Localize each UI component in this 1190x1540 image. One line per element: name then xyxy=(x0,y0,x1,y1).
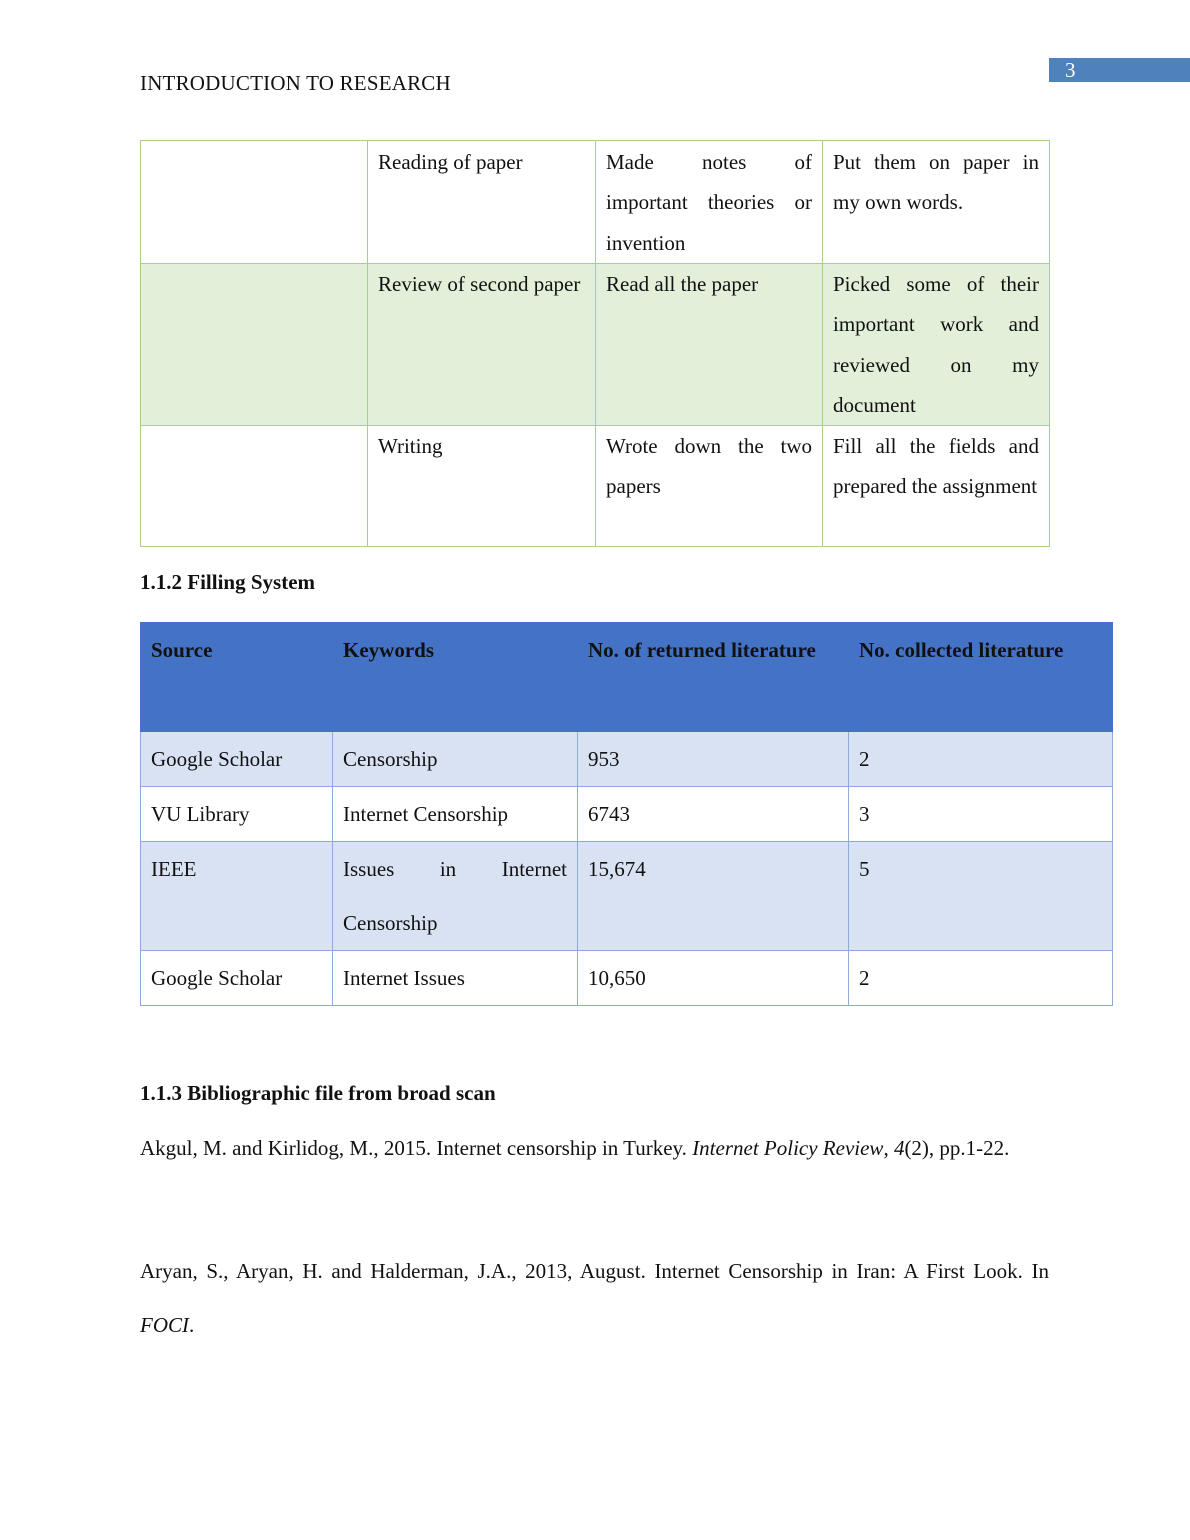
reference-text: Akgul, M. and Kirlidog, M., 2015. Internet censorship in Turkey. xyxy=(140,1136,693,1160)
table-row xyxy=(141,264,1050,426)
table-cell: IEEE xyxy=(141,842,333,951)
table-row xyxy=(141,141,1050,264)
reference-text: Aryan, S., Aryan, H. and Halderman, J.A., 2013, August. Internet Censorship in Iran: A First Look. In xyxy=(140,1259,1049,1283)
table-cell: Google Scholar xyxy=(141,951,333,1006)
table-cell: 3 xyxy=(849,787,1113,842)
reference-journal: Internet Policy Review xyxy=(692,1136,884,1160)
reference-venue: FOCI xyxy=(140,1313,189,1337)
section-heading-filling-system: 1.1.2 Filling System xyxy=(140,570,316,594)
reference-text: (2), pp.1-22. xyxy=(904,1136,1010,1160)
table-cell: Put them on paper in my own words. xyxy=(823,141,1050,264)
table-cell: 15,674 xyxy=(578,842,849,951)
table-cell: 5 xyxy=(849,842,1113,951)
table-row xyxy=(141,951,1113,1006)
table-cell: Internet Censorship xyxy=(333,787,578,842)
reference-entry xyxy=(140,1244,1049,1352)
table-cell: 2 xyxy=(849,951,1113,1006)
running-head: INTRODUCTION TO RESEARCH xyxy=(140,71,451,95)
table-cell: Reading of paper xyxy=(368,141,596,264)
table-cell: 953 xyxy=(578,732,849,787)
table-cell: Wrote down the two papers xyxy=(596,426,823,547)
reference-volume: 4 xyxy=(893,1136,905,1160)
section-heading-bibliographic: 1.1.3 Bibliographic file from broad scan xyxy=(140,1081,496,1105)
table-cell xyxy=(141,426,368,547)
table-cell: Censorship xyxy=(333,732,578,787)
table-cell: 2 xyxy=(849,732,1113,787)
column-header-keywords: Keywords xyxy=(333,623,578,732)
filling-system-table xyxy=(140,622,1113,1006)
table-row xyxy=(141,842,1113,951)
column-header-source: Source xyxy=(141,623,333,732)
table-cell: Fill all the fields and prepared the assignment xyxy=(823,426,1050,547)
page-number: 3 xyxy=(1049,58,1190,82)
table-cell: Internet Issues xyxy=(333,951,578,1006)
table-cell: Writing xyxy=(368,426,596,547)
reference-text: . xyxy=(189,1313,195,1337)
table-cell xyxy=(141,264,368,426)
table-cell: Read all the paper xyxy=(596,264,823,426)
table-cell: Picked some of their important work and reviewed on my document xyxy=(823,264,1050,426)
table-cell: Issues in Internet Censorship xyxy=(333,842,578,951)
activities-table xyxy=(140,140,1050,547)
table-cell xyxy=(141,141,368,264)
table-header-row xyxy=(141,623,1113,732)
table-row xyxy=(141,787,1113,842)
table-cell: 10,650 xyxy=(578,951,849,1006)
reference-entry xyxy=(140,1121,1049,1175)
table-row xyxy=(141,732,1113,787)
table-row xyxy=(141,426,1050,547)
table-cell: Google Scholar xyxy=(141,732,333,787)
table-cell: Made notes of important theories or invention xyxy=(596,141,823,264)
column-header-collected: No. collected literature xyxy=(849,623,1113,732)
table-cell: VU Library xyxy=(141,787,333,842)
reference-separator: , xyxy=(883,1136,894,1160)
table-cell: Review of second paper xyxy=(368,264,596,426)
column-header-returned: No. of returned literature xyxy=(578,623,849,732)
table-cell: 6743 xyxy=(578,787,849,842)
